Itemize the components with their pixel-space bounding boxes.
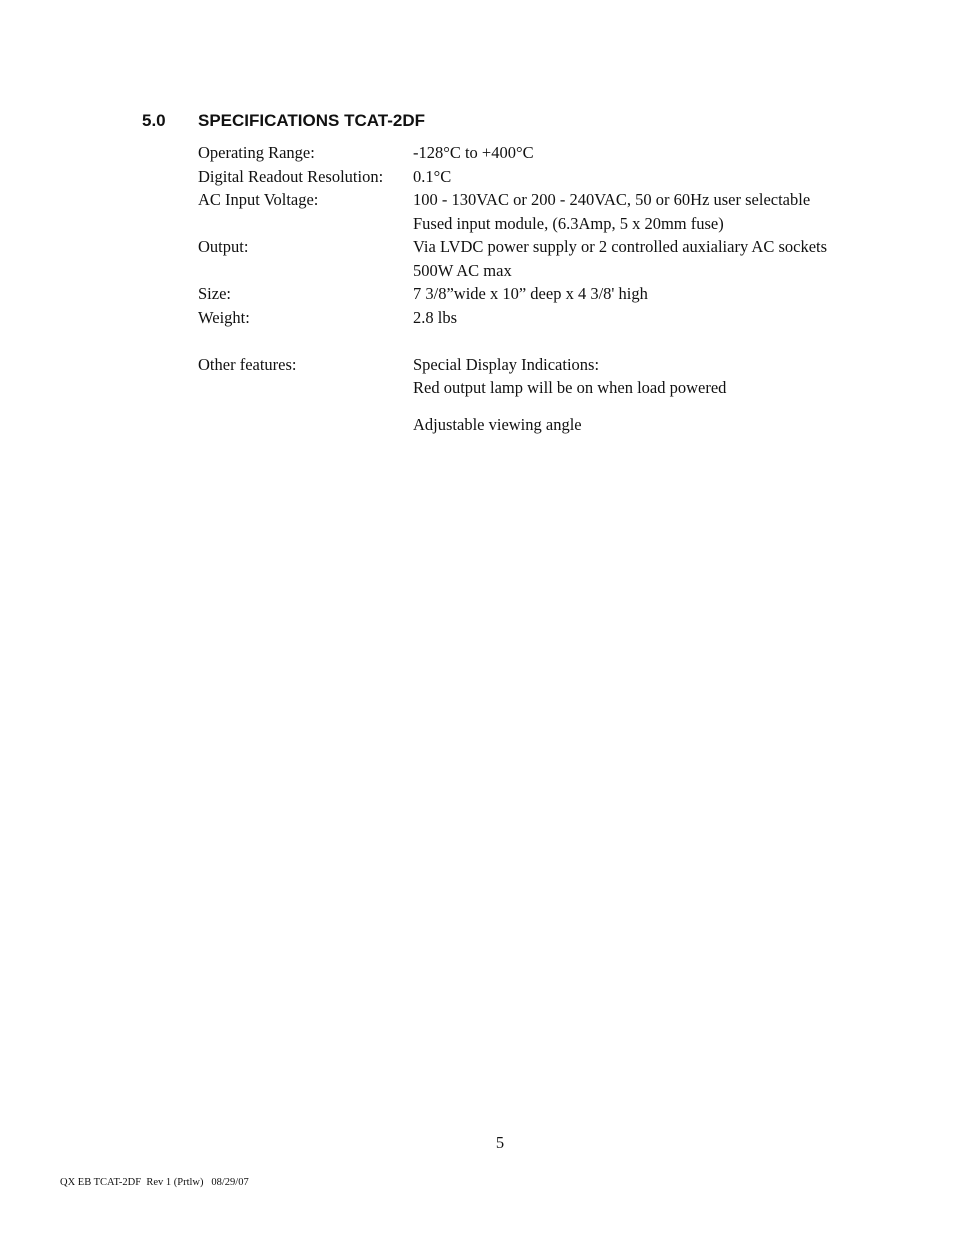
spec-values: [413, 165, 878, 189]
spec-row-size: [198, 282, 878, 306]
spec-label: Weight:: [198, 307, 250, 327]
spec-value: -128°C to +400°C: [413, 143, 534, 162]
spec-values: [413, 188, 878, 235]
spec-label: Other features:: [198, 354, 297, 374]
spec-value: 7 3/8”wide x 10” deep x 4 3/8' high: [413, 284, 648, 303]
specifications-table: [198, 141, 878, 436]
spec-values: [413, 353, 878, 437]
spec-row-operating-range: [198, 141, 878, 165]
spec-row-other-features: [198, 353, 878, 437]
section-heading: [142, 111, 425, 131]
spec-value: 500W AC max: [413, 260, 512, 280]
spec-values: [413, 306, 878, 330]
spec-value: 2.8 lbs: [413, 307, 458, 327]
footer-document-id: QX EB TCAT-2DF Rev 1 (Prtlw) 08/29/07: [60, 1177, 249, 1188]
page-number: 5: [495, 1133, 505, 1152]
spec-row-output: [198, 235, 878, 282]
spec-label: Digital Readout Resolution:: [198, 166, 384, 186]
spec-value: Red output lamp will be on when load powered: [413, 378, 727, 397]
blank-line: [198, 329, 878, 353]
spec-value: 100 - 130VAC or 200 - 240VAC, 50 or 60Hz user selectable: [413, 190, 811, 209]
section-number: 5.0: [142, 111, 166, 130]
spec-value: Special Display Indications:: [413, 354, 600, 374]
spec-values: [413, 282, 878, 306]
spec-row-weight: [198, 306, 878, 330]
spec-value: 0.1°C: [413, 166, 452, 186]
spec-label: Output:: [198, 237, 249, 256]
spec-row-readout-resolution: [198, 165, 878, 189]
spec-label: Size:: [198, 284, 231, 303]
section-title: SPECIFICATIONS TCAT-2DF: [198, 111, 425, 130]
spec-label: AC Input Voltage:: [198, 190, 319, 209]
spec-value: Adjustable viewing angle: [413, 414, 582, 434]
spec-label: Operating Range:: [198, 143, 315, 162]
spec-value: Via LVDC power supply or 2 controlled auxialiary AC sockets: [413, 237, 828, 256]
spec-values: [413, 141, 878, 165]
spec-values: [413, 235, 878, 282]
spec-row-ac-input-voltage: [198, 188, 878, 235]
paragraph-gap: [413, 400, 878, 413]
spec-value: Fused input module, (6.3Amp, 5 x 20mm fuse): [413, 213, 724, 233]
